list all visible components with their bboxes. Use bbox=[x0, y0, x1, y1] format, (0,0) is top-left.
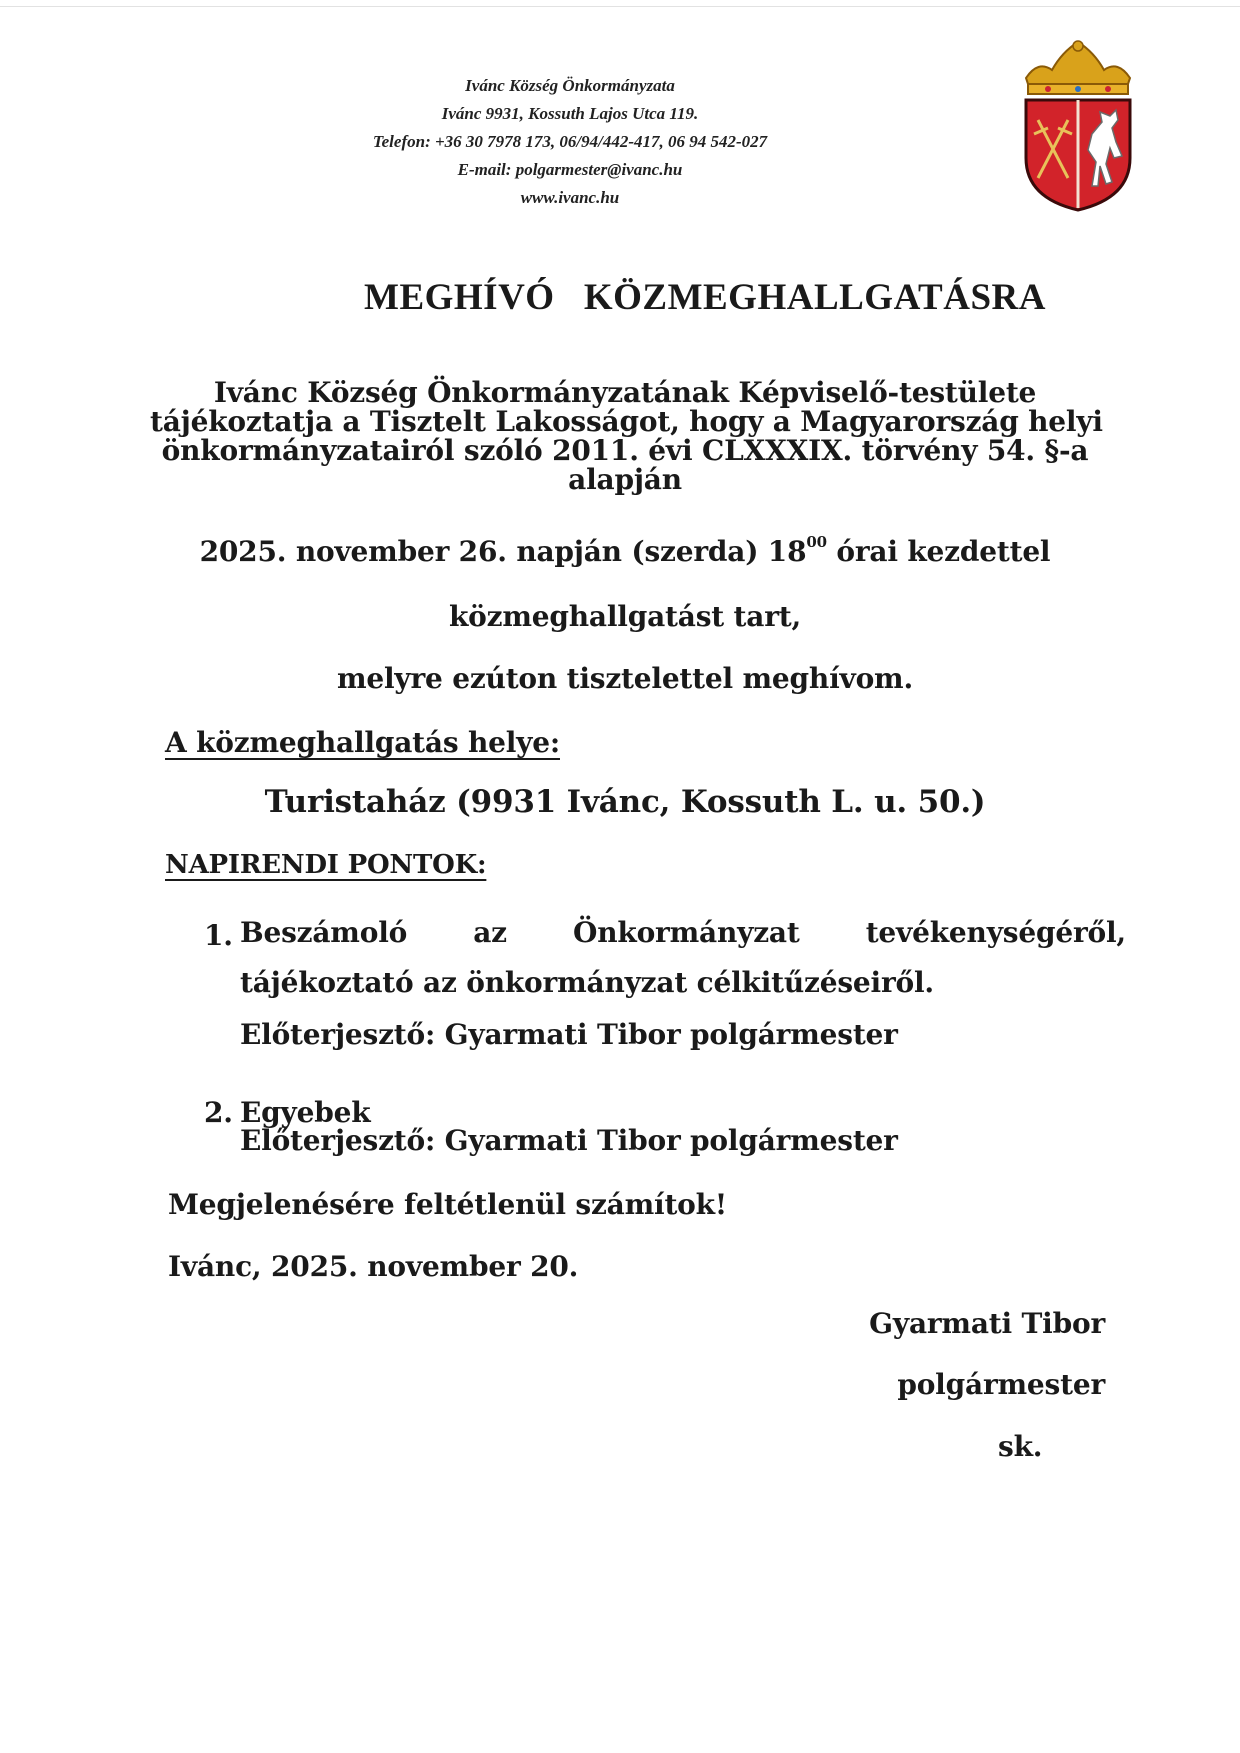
page-title: MEGHÍVÓ KÖZMEGHALLGATÁSRA bbox=[364, 277, 1046, 318]
hearing-line: közmeghallgatást tart, bbox=[448, 600, 802, 633]
date-line bbox=[150, 535, 1100, 568]
letterhead-phone: Telefon: +36 30 7978 173, 06/94/442-417, 06 94 542-027 bbox=[372, 132, 768, 151]
letterhead-email: E-mail: polgarmester@ivanc.hu bbox=[457, 160, 683, 179]
place-date: Ivánc, 2025. november 20. bbox=[168, 1250, 579, 1283]
invite-line: melyre ezúton tisztelettel meghívom. bbox=[336, 662, 914, 695]
agenda-item-2-presenter: Előterjesztő: Gyarmati Tibor polgármester bbox=[240, 1124, 898, 1157]
signature-sk: sk. bbox=[998, 1430, 1043, 1463]
agenda-word: Önkormányzat bbox=[573, 916, 800, 949]
coat-of-arms-icon bbox=[1018, 38, 1138, 213]
agenda-item-1-line2: tájékoztató az önkormányzat célkitűzéseiről. bbox=[240, 966, 934, 999]
letterhead-org: Ivánc Község Önkormányzata bbox=[465, 76, 675, 95]
date-text-after: órai kezdettel bbox=[826, 535, 1051, 568]
date-text: 2025. november 26. napján (szerda) 18 bbox=[199, 535, 807, 568]
agenda-item-1-line1 bbox=[240, 916, 1126, 949]
agenda-item-2-title: Egyebek bbox=[240, 1096, 371, 1129]
venue-value: Turistaház (9931 Ivánc, Kossuth L. u. 50.) bbox=[264, 784, 986, 820]
closing-line: Megjelenésére feltétlenül számítok! bbox=[168, 1188, 727, 1221]
agenda-item-1-presenter: Előterjesztő: Gyarmati Tibor polgármester bbox=[240, 1018, 898, 1051]
agenda-word: Beszámoló bbox=[240, 916, 408, 949]
venue-label: A közmeghallgatás helye: bbox=[165, 726, 560, 759]
intro-paragraph bbox=[150, 376, 1103, 496]
letterhead-website: www.ivanc.hu bbox=[520, 188, 620, 207]
intro-line: tájékoztatja a Tisztelt Lakosságot, hogy a Magyarország helyi bbox=[150, 405, 1103, 438]
crown-icon bbox=[1026, 41, 1130, 94]
agenda-item-number: 2. bbox=[204, 1096, 233, 1129]
top-border-line bbox=[0, 6, 1240, 7]
agenda-label: NAPIRENDI PONTOK: bbox=[165, 850, 487, 880]
agenda-word: az bbox=[473, 916, 507, 949]
agenda-word: tevékenységéről, bbox=[865, 916, 1126, 949]
signature-name: Gyarmati Tibor bbox=[869, 1307, 1105, 1340]
signature-role: polgármester bbox=[897, 1368, 1105, 1401]
intro-line: alapján bbox=[568, 463, 682, 496]
intro-line: önkormányzatairól szóló 2011. évi CLXXXIX. törvény 54. §-a bbox=[161, 434, 1089, 467]
time-superscript: 00 bbox=[806, 533, 827, 551]
agenda-item-number: 1. bbox=[204, 919, 233, 952]
letterhead bbox=[340, 72, 800, 212]
intro-line: Ivánc Község Önkormányzatának Képviselő-testülete bbox=[213, 376, 1037, 409]
letterhead-address: Ivánc 9931, Kossuth Lajos Utca 119. bbox=[441, 104, 699, 123]
